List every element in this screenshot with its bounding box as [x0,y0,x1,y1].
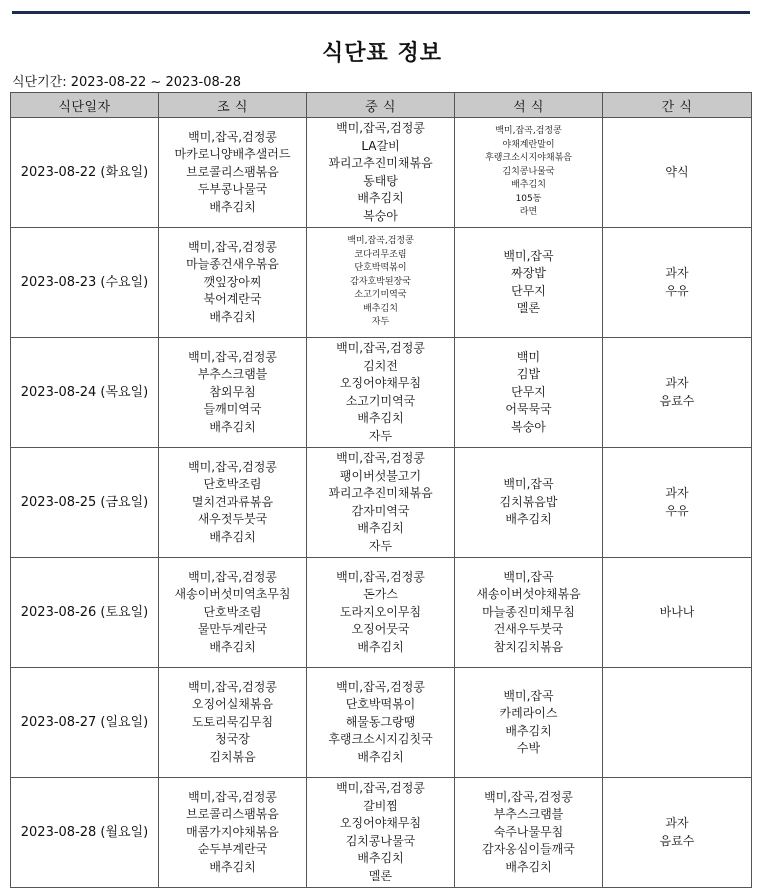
menu-item: 단호박조림 [203,477,262,492]
dinner-cell [455,668,603,778]
menu-item: 백미,잡곡 [503,688,554,703]
menu-item: 배추김치 [505,512,552,527]
menu-item: 김치콩나물국 [345,833,416,848]
menu-item: 참치김치볶음 [493,639,564,654]
menu-item: 배추김치 [357,639,404,654]
menu-item: 도라지오이무침 [339,604,422,619]
header-snack: 간 식 [603,93,752,118]
menu-item: 배추김치 [511,180,546,191]
menu-item: 꽈리고추진미채볶음 [328,156,433,170]
menu-item: 매콤가지야채볶음 [186,824,279,839]
meal-table-header-row [11,93,752,118]
menu-item: 배추김치 [357,191,404,205]
menu-item: 백미,잡곡,검정콩 [336,121,425,135]
header-breakfast: 조 식 [159,93,307,118]
menu-item: 백미,잡곡,검정콩 [188,789,277,804]
menu-item: 청국장 [215,732,250,747]
menu-item: 브로콜리스팸볶음 [186,807,279,822]
menu-item: 자두 [371,317,390,328]
dinner-cell [455,778,603,888]
menu-item: 북어계란국 [203,292,262,307]
table-row [11,338,752,448]
menu-item: 백미,잡곡,검정콩 [484,789,573,804]
menu-item: 배추김치 [209,419,256,434]
lunch-cell [307,338,455,448]
lunch-cell [307,558,455,668]
snack-cell [603,448,752,558]
top-border-bar [12,11,750,14]
menu-item: 코다리무조림 [354,249,407,260]
menu-item: 오징어실채볶음 [191,697,274,712]
menu-item: 과자 [665,816,689,830]
menu-item: 배추김치 [363,303,398,314]
menu-item: 백미,잡곡,검정콩 [347,236,414,247]
table-row [11,668,752,778]
lunch-cell [307,118,455,228]
menu-item: 백미,잡곡,검정콩 [336,679,425,694]
date-cell: 2023-08-24 (목요일) [11,338,159,448]
dinner-cell [455,228,603,338]
menu-item: 김치전 [363,358,398,373]
menu-item: 카레라이스 [499,706,558,720]
table-row [11,228,752,338]
menu-item: 멜론 [516,301,541,315]
menu-item: 소고기미역국 [354,290,407,301]
menu-item: 갈비찜 [363,798,398,813]
meal-period: 식단기간: 2023-08-22 ~ 2023-08-28 [12,75,242,90]
menu-item: 감자미역국 [351,503,410,518]
menu-item: 단호박조림 [203,604,262,619]
breakfast-cell [159,448,307,558]
menu-item: 깻잎장아찌 [203,274,262,289]
lunch-cell [307,448,455,558]
menu-item: 바나나 [659,604,695,619]
breakfast-cell [159,338,307,448]
snack-cell [603,778,752,888]
menu-item: 배추김치 [209,199,256,214]
menu-item: 숙주나물무침 [493,824,564,839]
menu-item: 어묵묵국 [505,402,552,417]
menu-item: 배추김치 [357,749,404,764]
menu-item: 마카로니양배추샐러드 [174,147,291,162]
table-row [11,448,752,558]
menu-item: 음료수 [659,833,695,848]
table-row [11,558,752,668]
menu-item: 새우젓두붓국 [197,512,268,527]
dinner-cell [455,558,603,668]
menu-item: 백미,잡곡,검정콩 [336,341,425,355]
menu-item: 우유 [665,283,689,298]
menu-item: 과자 [665,486,689,500]
menu-item: 백미,잡곡,검정콩 [336,569,425,584]
lunch-cell [307,778,455,888]
menu-item: 순두부계란국 [197,842,268,857]
menu-item: 마늘종진미채무침 [482,604,575,619]
menu-item: 김치볶음 [209,749,256,764]
menu-item: 멜론 [368,868,393,883]
menu-item: 두부콩나물국 [197,182,268,197]
table-row [11,778,752,888]
menu-item: 복숭아 [363,208,398,223]
menu-item: 백미,잡곡,검정콩 [336,781,425,795]
menu-item: 감자호박된장국 [350,276,411,287]
date-cell: 2023-08-27 (일요일) [11,668,159,778]
menu-item: 백미,잡곡,검정콩 [188,349,277,364]
menu-item: 부추스크램블 [197,367,268,382]
menu-item: 새송이버섯야채볶음 [476,587,581,602]
menu-item: 단무지 [511,384,546,399]
menu-item: 배추김치 [209,639,256,654]
menu-item: 들깨미역국 [203,402,262,417]
menu-item: 마늘종건새우볶음 [186,257,279,272]
menu-item: 김치볶음밥 [499,494,558,509]
menu-item: 백미,잡곡,검정콩 [188,569,277,584]
menu-item: 오징어야채무침 [339,816,422,830]
menu-item: 멸치견과류볶음 [191,494,274,509]
menu-item: 자두 [368,428,393,443]
menu-item: 백미,잡곡,검정콩 [188,459,277,474]
menu-item: 단호박떡볶이 [354,263,407,274]
menu-item: 수박 [516,741,541,755]
menu-item: 물만두계란국 [197,622,268,637]
snack-cell [603,228,752,338]
menu-item: 음료수 [659,393,695,408]
menu-item: 105동 [515,193,542,204]
menu-item: 백미,잡곡 [503,248,554,263]
header-date: 식단일자 [11,93,159,118]
dinner-cell [455,338,603,448]
menu-item: 해물동그랑땡 [345,714,416,729]
menu-item: 백미,잡곡,검정콩 [188,679,277,694]
menu-item: 배추김치 [357,851,404,865]
menu-item: 배추김치 [357,411,404,425]
dinner-cell [455,118,603,228]
menu-item: 단무지 [511,283,546,298]
menu-item: 김치콩나물국 [502,166,555,177]
dinner-cell [455,448,603,558]
snack-cell [603,668,752,778]
menu-item: 참외무침 [209,384,256,399]
menu-item: 라면 [519,207,538,218]
header-lunch: 중 식 [307,93,455,118]
menu-item: 과자 [665,266,689,280]
menu-item: 꽈리고추진미채볶음 [328,486,433,500]
date-cell: 2023-08-25 (금요일) [11,448,159,558]
menu-item: 백미,잡곡,검정콩 [495,126,562,137]
menu-item: 자두 [368,538,393,553]
menu-item: 과자 [665,376,689,390]
menu-item: 팽이버섯불고기 [339,468,422,483]
menu-item: 배추김치 [357,521,404,535]
menu-item: 후랭크소시지야채볶음 [485,153,572,164]
meal-table-body [11,118,752,888]
lunch-cell [307,228,455,338]
menu-item: 오징어야채무침 [339,376,422,390]
breakfast-cell [159,668,307,778]
page-title: 식단표 정보 [322,41,442,66]
breakfast-cell [159,558,307,668]
menu-item: 브로콜리스팸볶음 [186,164,279,179]
menu-item: 백미,잡곡 [503,569,554,584]
menu-item: LA갈비 [361,138,400,153]
breakfast-cell [159,118,307,228]
menu-item: 도토리묵김무침 [191,714,274,729]
breakfast-cell [159,778,307,888]
header-dinner: 석 식 [455,93,603,118]
meal-table [10,92,752,888]
menu-item: 동태탕 [363,173,398,188]
menu-item: 배추김치 [209,529,256,544]
menu-item: 돈가스 [363,587,398,602]
menu-item: 소고기미역국 [345,393,416,408]
date-cell: 2023-08-23 (수요일) [11,228,159,338]
menu-item: 백미 [516,349,541,364]
menu-item: 새송이버섯미역초무침 [174,587,291,602]
date-cell: 2023-08-28 (월요일) [11,778,159,888]
breakfast-cell [159,228,307,338]
menu-item: 짜장밥 [511,266,546,280]
lunch-cell [307,668,455,778]
menu-item: 약식 [665,164,689,179]
menu-item: 백미,잡곡,검정콩 [188,129,277,144]
menu-item: 단호박떡볶이 [345,697,416,712]
menu-item: 배추김치 [209,859,256,874]
menu-item: 부추스크램블 [493,807,564,822]
menu-item: 백미,잡곡,검정콩 [336,451,425,465]
menu-item: 백미,잡곡 [503,477,554,492]
snack-cell [603,338,752,448]
menu-item: 백미,잡곡,검정콩 [188,239,277,254]
menu-item: 우유 [665,503,689,518]
menu-item: 감자옹심이들깨국 [482,842,575,857]
snack-cell [603,558,752,668]
menu-item: 야채계란말이 [502,139,555,150]
menu-item: 건새우두붓국 [493,622,564,637]
table-row [11,118,752,228]
menu-item: 배추김치 [505,723,552,738]
menu-item: 후랭크소시지김칫국 [328,732,433,747]
menu-item: 복숭아 [511,419,546,434]
date-cell: 2023-08-26 (토요일) [11,558,159,668]
menu-item: 오징어뭇국 [351,622,410,637]
menu-item: 배추김치 [505,859,552,874]
menu-item: 배추김치 [209,309,256,324]
date-cell: 2023-08-22 (화요일) [11,118,159,228]
menu-item: 김밥 [516,367,541,382]
snack-cell [603,118,752,228]
